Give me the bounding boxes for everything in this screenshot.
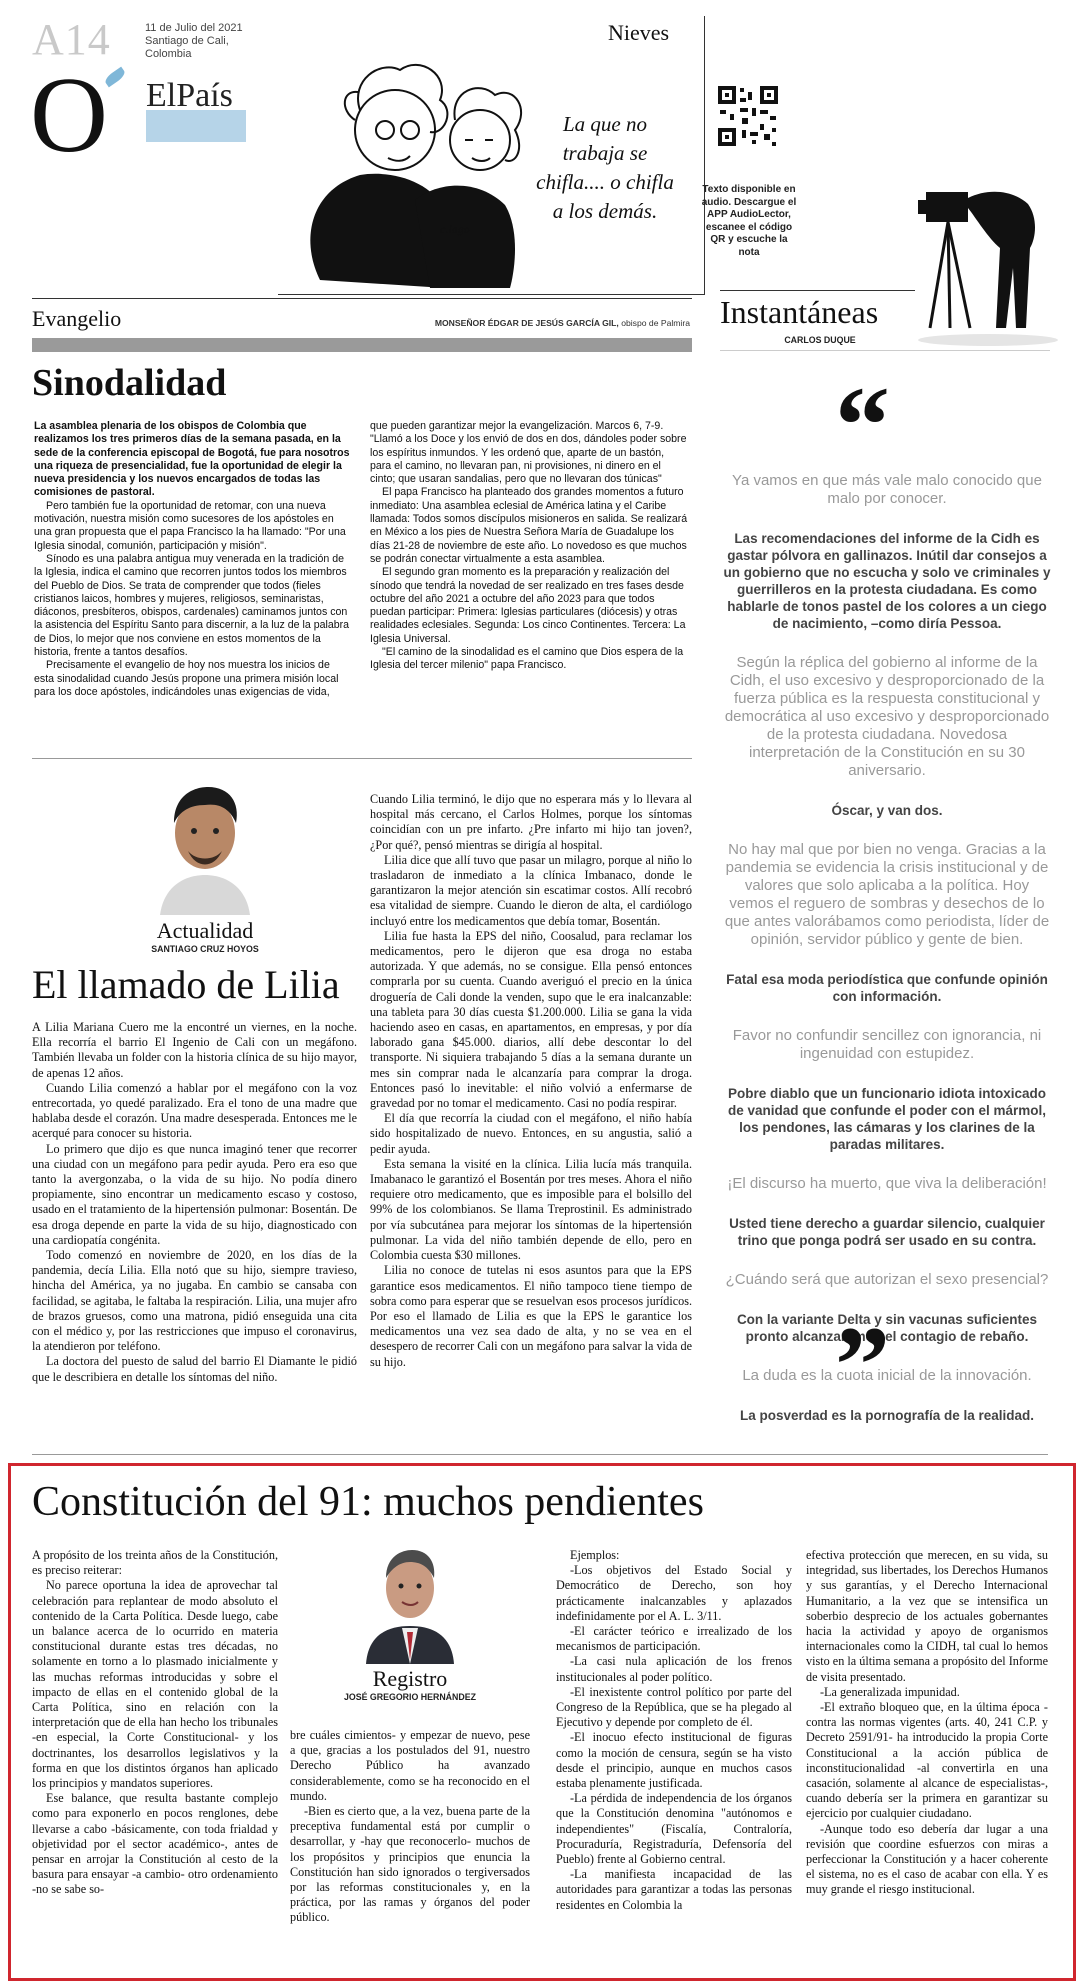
cartoon-artist: Nieves	[608, 20, 670, 45]
audio-line: nota	[738, 246, 760, 258]
registro-col1	[32, 1548, 278, 1898]
paragraph: El papa Francisco ha planteado dos grandes momentos a futuro inmediato: Una asamblea eclesial de América latina y el Caribe llamada: Todos somos discípulos misioneros en salida. Se realizará en México a los pies de Nuestra Señora María de Guadalupe los días 21-28 de noviembre de este año. Lo novedoso es que muchos se podrán conectar virtualmente a esta asamblea.	[370, 486, 688, 565]
evangelio-col2	[370, 420, 688, 673]
divider	[32, 1454, 1048, 1455]
paragraph: -Aunque todo eso debería dar lugar a una revisión que coordine esfuerzos con miras a perfeccionar la Constitución y a hacer coherente el sistema, no es el caso de acabar con ella. Y es muy grande el riesgo institucional.	[806, 1821, 1048, 1897]
instantanea-item: ¿Cuándo será que autorizan el sexo presencial?	[725, 1271, 1049, 1288]
cartoon-signature: c.lago	[440, 222, 470, 236]
page-number: A14	[32, 15, 111, 64]
evangelio-author: MONSEÑOR ÉDGAR DE JESÚS GARCÍA GIL,	[434, 318, 619, 328]
paragraph: Lilia dice que allí tuvo que pasar un milagro, porque al niño lo trasladaron de inmediato a la clínica Imbanaco, donde le garantizaron la mejor atención sin escatimar costos. Allí recobró esa vitalidad de siempre. Cuando le dieron de alta, el cardiólogo incluyó entre los medicamentos que debía tomar, Bosentán.	[370, 852, 692, 928]
paragraph: Lo primero que dijo es que nunca imaginó tener que recorrer una ciudad con un megáfono para pedir ayuda. Pero era eso que tanto la avergonzaba, o la vida de su hijo. No podía dinero propiamente, sino encontrar un medicamento escaso y costoso, usado en el tratamiento de la hipertensión pulmonar: Bosentán. De esa droga depende en parte la vida de su hijo, diagnosticado con una cardiopatía congénita.	[32, 1141, 357, 1247]
paragraph: -El carácter teórico e irrealizado de los mecanismos de participación.	[556, 1624, 792, 1654]
registro-col2	[290, 1728, 530, 1926]
audio-line: QR y escuche la	[710, 234, 788, 245]
instantaneas-underline	[720, 350, 1050, 351]
paragraph: Lilia no conoce de tutelas ni esos asuntos para que la EPS garantice esos medicamentos. El niño tampoco tiene tiempo de sobra como para esperar que se resuelvan esos procesos jurídicos. Por eso el llamado de Lilia es que la EPS le garantice los medicamentos una vez sea dado de alta, y no se vea en el desespero de recorrer Cali con un megáfono para salvar la vida de su hijo.	[370, 1263, 692, 1369]
paragraph: bre cuáles cimientos- y empezar de nuevo, pese a que, gracias a los postulados del 91, nuestro Derecho Público ha avanzado considerablemente, como se ha reconocido en el mundo.	[290, 1728, 530, 1803]
paragraph: Lilia fue hasta la EPS del niño, Coosalud, para reclamar los medicamentos, pero le dijeron que esa droga no estaba autorizada. Y que además, no se consigue. Ella pensó entonces comprarla por su cuenta. Cuando averiguó el precio en la única droguería de Cali donde la venden, supo que le era inalcanzable: una tableta para 30 días cuesta $1.200.000. Lilia se gana la vida haciendo aseo en casas, en apartamentos, en empresas, y por día laborado gana $45.000. diarios, allí debe descontar lo del transporte. Ni siquiera trabajando 5 días a la semana durante un mes sin comprar nada le alcanzaría para comprar la droga. Entonces pasó lo inevitable: el niño volvió a enfermarse de gravedad por no tomar el medicamento. Casi no podía respirar.	[370, 928, 692, 1111]
evangelio-author-role: obispo de Palmira	[618, 318, 690, 328]
paragraph: El día que recorría la ciudad con el megáfono, el niño había sido hospitalizado de nuevo. Entonces, en su angustia, salió a pedir ayuda.	[370, 1111, 692, 1156]
instantaneas-section-label: Instantáneas	[720, 294, 879, 330]
actualidad-title: El llamado de Lilia	[32, 962, 340, 1007]
author-photo-hernandez	[362, 1536, 458, 1664]
instantaneas-list	[722, 472, 1052, 1446]
open-quote-icon: “	[835, 364, 890, 486]
paragraph: No parece oportuna la idea de aprovechar tal celebración para replantear de modo absoluto el contenido de la Carta Política. Desde luego, cabe un balance acerca de lo ocurrido en materia constitucional durante estas tres décadas, no solamente en torno a lo plasmado inicialmente y las muchas reformas introducidas y sobre el impacto de ellas en el contenido global de la Carta Política, sino en relación con la interpretación que de ella han hecho los tribunales -en especial, la Corte Constitucional- y los doctrinantes, los desarrollos legislativos y la forma en que los distintos órganos han aplicado los principios y mandatos superiores.	[32, 1578, 278, 1791]
cartoon-drawing	[280, 40, 540, 290]
instantanea-item: Ya vamos en que más vale malo conocido que malo por conocer.	[732, 472, 1042, 507]
paragraph: Todo comenzó en noviembre de 2020, en los días de la pandemia, decía Lilia. Ella notó que su hijo, siempre travieso, hincha del América, ya no jugaba. En cambio se cansaba con facilidad, se agitaba, le faltaba la respiración. Lilia, una mujer afro de brazos gruesos, como una matrona, pidió enseguida una cita con el médico y, por las restricciones que impuso el coronavirus, la atendieron por teléfono.	[32, 1248, 357, 1354]
paragraph: A Lilia Mariana Cuero me la encontré un viernes, en la noche. Ella recorría el barrio El Ingenio de Cali con un megáfono. También llevaba un folder con la historia clínica de su hijo mayor, de apenas 12 años.	[32, 1020, 357, 1080]
paragraph: Ese balance, que resulta bastante complejo como para exponerlo en pocos renglones, debe llevarse a cabo -básicamente, con toda frialdad y objetividad por el sector académico-, antes de pensar en arrojar la Constitución al cesto de la basura para ensayar -a cambio- otro ordenamiento -no se sabe so-	[32, 1791, 278, 1897]
actualidad-section-label: Actualidad	[156, 918, 254, 943]
instantanea-item: ¡El discurso ha muerto, que viva la deliberación!	[727, 1175, 1047, 1192]
paragraph: -La generalizada impunidad.	[820, 1684, 960, 1699]
instantanea-item: Según la réplica del gobierno al informe de la Cidh, el uso excesivo y desproporcionado de la fuerza pública es la respuesta constitucional y democrática al uso excesivo y desproporcionado de la protesta ciudadana. Novedosa interpretación de la Constitución en su 30 aniversario.	[724, 654, 1050, 779]
paragraph: -Bien es cierto que, a la vez, buena parte de la preceptiva fundamental está por cumplir o desarrollar, y -hay que reconocerlo- muchos de los propósitos y principios que enuncia la Constitución han sido ignorados o tergiversados por las reformas constitucionales y, en la práctica, por las ramas y órganos del poder público.	[290, 1804, 530, 1925]
paragraph: -El inocuo efecto institucional de figuras como la moción de censura, según se ha visto desde el principio, aunque en muchos casos estaba plenamente justificada.	[556, 1730, 792, 1791]
paragraph: Cuando Lilia terminó, le dijo que no esperara más y lo llevara al hospital más cercano, el Carlos Holmes, porque los síntomas coincidían con un pre infarto. ¿Pre infarto mi hijo tan joven?, ¿Por qué?, pensó mientras se dirigía al hospital.	[370, 792, 692, 852]
paragraph: -La casi nula aplicación de los frenos institucionales al poder político.	[556, 1654, 792, 1684]
author-photo-cruz	[150, 775, 260, 915]
registro-col3	[556, 1548, 792, 1913]
paragraph: Pero también fue la oportunidad de retomar, con una nueva motivación, nuestra misión como sucesores de los apóstoles en una gran propuesta que el papa Francisco la ha llamado: "Por una Iglesia sinodal, comunión, participación y misión".	[34, 499, 346, 552]
instantanea-item: Fatal esa moda periodística que confunde opinión con información.	[726, 972, 1048, 1004]
paragraph: Sínodo es una palabra antigua muy venerada en la tradición de la Iglesia, indica el camino que recorren juntos todos los miembros del Pueblo de Dios. Se trata de comprender que todos (fieles cristianos laicos, hombres y mujeres, religiosos, seminaristas, diáconos, presbíteros, obispos, cardenales) caminamos juntos con la asistencia del Espíritu Santo para discernir, a la luz de la palabra de Dios, lo mejor que nos conviene en estos momentos de la historia, frente a tantos desafíos.	[34, 552, 350, 659]
paragraph: que pueden garantizar mejor la evangelización. Marcos 6, 7-9. "Llamó a los Doce y los envió de dos en dos, dándoles poder sobre los espíritus inmundos. Y les ordenó que, aparte de un bastón, para el camino, no llevaran pan, ni provisiones, ni dinero en el cinto; que usaran sandalias, pero que no llevaran dos túnicas"	[370, 420, 687, 486]
paragraph: El segundo gran momento es la preparación y realización del sínodo que tendrá la novedad de ser realizado en tres fases desde octubre del año 2021 a octubre del año 2023 para que todos puedan participar: Primera: Iglesias particulares (diócesis) y otras realidades eclesiales. Segunda: Los cinco Continentes. Tercera: La Iglesia Universal.	[370, 566, 686, 645]
instantanea-item: Favor no confundir sencillez con ignorancia, ni ingenuidad con estupidez.	[732, 1027, 1042, 1062]
paragraph: Ejemplos:	[570, 1548, 620, 1562]
paragraph: Esta semana la visité en la clínica. Lilia lucía más tranquila. Imabanaco le garantizó el Bosentán por tres meses. Ahora el niño requiere otro medicamento, que es imposible para el bolsillo del 99% de los colombianos. Se llama Treprostinil. Es administrado por vía subcutánea para mejorar los síntomas de la hipertensión pulmonar. La vida del niño también depende de ello, pero en Colombia cuesta $30 millones.	[370, 1156, 692, 1263]
instantanea-item: Óscar, y van dos.	[831, 803, 943, 818]
instantanea-item: La duda es la cuota inicial de la innovación.	[742, 1367, 1032, 1384]
evangelio-section-label: Evangelio	[32, 306, 122, 331]
section-rule	[32, 298, 692, 299]
evangelio-byline	[390, 318, 690, 328]
paragraph: La doctora del puesto de salud del barrio El Diamante le pidió que le describiera en detalle los síntomas del niño.	[32, 1354, 357, 1384]
registro-author: JOSÉ GREGORIO HERNÁNDEZ	[344, 1692, 476, 1702]
paragraph: "El camino de la sinodalidad es el camino que Dios espera de la Iglesia del tercer milenio" papa Francisco.	[370, 646, 684, 672]
audio-line: Texto disponible en	[702, 184, 796, 195]
paragraph: -Los objetivos del Estado Social y Democrático de Derecho, son hoy prácticamente inalcanzables y aplazados indefinidamente por el A. L. 3/11.	[556, 1563, 792, 1623]
qr-code-icon	[716, 84, 780, 148]
registro-title: Constitución del 91: muchos pendientes	[32, 1479, 704, 1525]
instantaneas-author: CARLOS DUQUE	[784, 335, 856, 345]
evangelio-col1	[34, 420, 352, 699]
instantanea-item: Usted tiene derecho a guardar silencio, cualquier trino que ponga podrá ser usado en su contra.	[729, 1216, 1045, 1248]
actualidad-author: SANTIAGO CRUZ HOYOS	[151, 944, 259, 954]
lead-paragraph: La asamblea plenaria de los obispos de Colombia que realizamos los tres primeros días de la semana pasada, en la sede de la conferencia episcopal de Bogotá, fue para nosotros una riqueza de presencialidad, fue la oportunidad de elegir la nueva presidencia y los nuevos encargados de todas las comisiones de pastoral.	[34, 420, 350, 499]
instantanea-item: Con la variante Delta y sin vacunas suficientes pronto alcanzaremos el contagio de rebaño.	[736, 1312, 1038, 1344]
paragraph: Precisamente el evangelio de hoy nos muestra los inicios de esta sinodalidad cuando Jesús propone una primera misión local para los doce apóstoles, indicándoles unas exigencias de vida,	[34, 659, 339, 698]
audio-line: audio. Descargue el	[701, 196, 797, 208]
paragraph: -El extraño bloqueo que, en la última época -contra las normas vigentes (arts. 40, 241 C.P. y Decreto 2591/91- ha introducido la propia Corte Constitucional a la acción pública de inconstitucionalidad -al convertirla en una casación, solamente al alcance de especialistas-, cuando debería ser la primera en garantizar su ejercicio por cualquier ciudadano.	[806, 1700, 1048, 1821]
paragraph: Cuando Lilia comenzó a hablar por el megáfono con la voz entrecortada, yo quedé paralizado. Era el tono de una madre que hablaba desde el corazón. Una madre desesperada. Entonces me le acerqué para conocer su historia.	[32, 1080, 357, 1141]
audio-notice	[700, 184, 798, 259]
logo-text: ElPaís	[146, 77, 233, 114]
audio-line: APP AudioLector,	[707, 209, 791, 220]
instantanea-item: No hay mal que por bien no venga. Gracias a la pandemia se evidencia la crisis institucional y de valores que solo aplicaba a la política. Hoy vemos el reguero de sombras y desechos de lo que antes valorábamos como periodista, líder de opinión, servidor público y gente de bien.	[724, 841, 1050, 948]
audio-line: escanee el código	[705, 221, 793, 233]
close-quote-icon: ”	[835, 1304, 890, 1426]
paragraph: -La pérdida de independencia de los órganos que la Constitución denomina "autónomos e independientes" (Fiscalía, Contraloría, Procuraduría, Registraduría, Defensoría del Pueblo) frente al Gobierno central.	[556, 1791, 792, 1867]
logo-mark: O	[30, 56, 108, 175]
cartoon-caption: La que no trabaja se chifla.... o chifla a los demás.	[536, 112, 674, 223]
instantanea-item: Pobre diablo que un funcionario idiota intoxicado de vanidad que confunde el poder con el mármol, los pendones, las cámaras y los clarines de la paradas militares.	[727, 1086, 1047, 1152]
instantanea-item: La posverdad es la pornografía de la realidad.	[739, 1408, 1035, 1423]
issue-date: 11 de Julio del 2021 Santiago de Cali, Colombia	[145, 22, 243, 60]
actualidad-col1	[32, 1020, 357, 1385]
paragraph: -El inexistente control político por parte del Congreso de la República, que se ha plegado al Ejecutivo y depende por completo de él.	[556, 1684, 792, 1730]
instantaneas-rule	[720, 290, 915, 291]
divider	[32, 758, 692, 759]
gray-bar	[32, 338, 692, 352]
evangelio-title: Sinodalidad	[32, 362, 227, 404]
paragraph: efectiva protección que merecen, en su vida, su integridad, sus libertades, los Derechos Humanos y sus garantías, y el Derecho Internacional Humanitario, a la vez que se intensifica un soberbio desprecio de los actuales gobernantes hacia la actividad y apoyo de organismos internacionales como la CIDH, tal cual lo hemos visto en la última semana a propósito del Informe de visita presentado.	[806, 1548, 1048, 1684]
actualidad-col2	[370, 792, 692, 1370]
paragraph: A propósito de los treinta años de la Constitución, es preciso reiterar:	[32, 1548, 278, 1578]
registro-col4	[806, 1548, 1048, 1898]
registro-section-label: Registro	[372, 1666, 448, 1691]
instantanea-item: Las recomendaciones del informe de la Cidh es gastar pólvora en gallinazos. Inútil dar consejos a un gobierno que no escucha y solo ve criminales y guerrilleros en la protesta ciudadana. Es como hablarle de tonos pastel de los colores a un ciego de nacimiento, –como diría Pessoa.	[723, 531, 1051, 631]
paragraph: -La manifiesta incapacidad de las autoridades para garantizar a todas las personas residentes en Colombia la	[556, 1867, 792, 1912]
logo-blue-bar	[146, 110, 246, 142]
photographer-silhouette-icon	[918, 178, 1058, 348]
